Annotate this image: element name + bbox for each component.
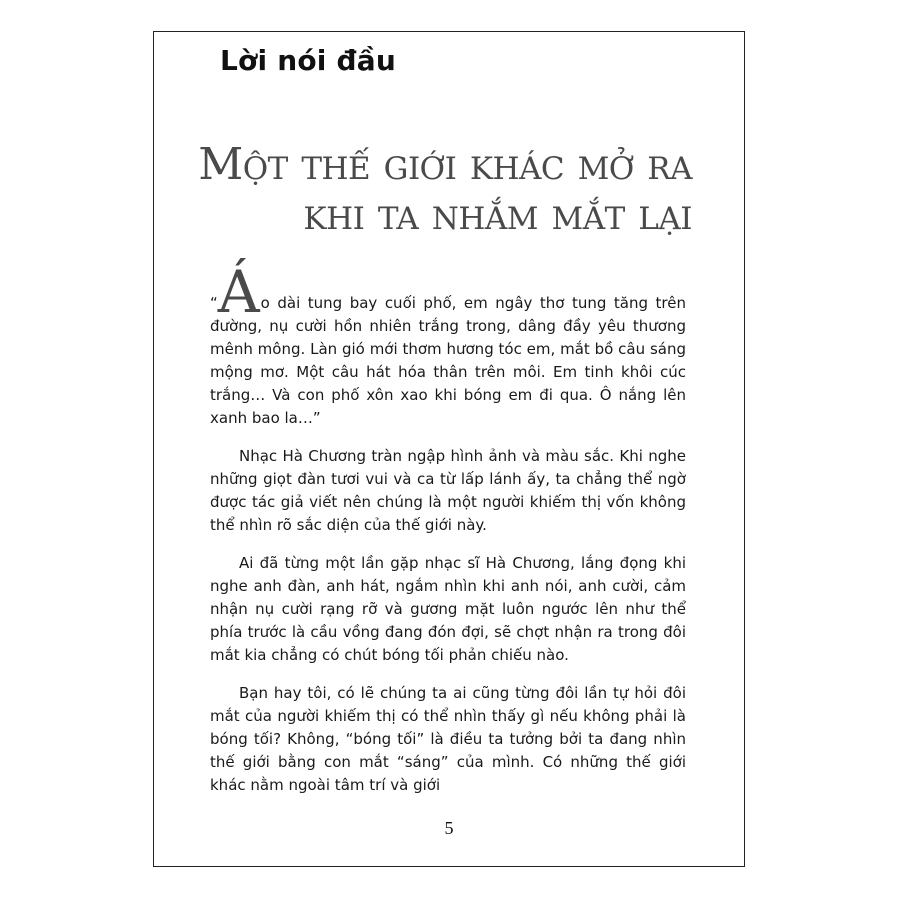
section-label: Lời nói đầu <box>220 44 397 77</box>
chapter-title-line-1: Một thế giới khác mở ra <box>198 139 692 190</box>
drop-cap: Á <box>217 258 260 326</box>
paragraph-2: Nhạc Hà Chương tràn ngập hình ảnh và màu sắc. Khi nghe những giọt đàn tươi vui và ca từ lấp lánh ấy, ta chẳng thể ngờ được tác giả viết nên chúng là một người khiếm thị vốn không thể nhìn rõ sắc diện của thế giới này. <box>210 447 686 534</box>
paragraph-1 <box>210 258 686 430</box>
paragraph-4: Bạn hay tôi, có lẽ chúng ta ai cũng từng đôi lần tự hỏi đôi mắt của người khiếm thị có thể nhìn thấy gì nếu không phải là bóng tối? Không, “bóng tối” là điều ta tưởng bởi ta đang nhìn thế giới bằng con mắt “sáng” của mình. Có những thế giới khác nằm ngoài tâm trí và giới <box>210 684 686 794</box>
book-page <box>153 31 745 867</box>
chapter-title <box>198 140 692 240</box>
paragraph-3: Ai đã từng một lần gặp nhạc sĩ Hà Chương, lắng đọng khi nghe anh đàn, anh hát, ngắm nhìn khi anh nói, anh cười, cảm nhận nụ cười rạng rỡ và gương mặt luôn ngước lên như thể phía trước là cầu vồng đang đón đợi, sẽ chợt nhận ra trong đôi mắt kia chẳng có chút bóng tối phản chiếu nào. <box>210 554 686 664</box>
paragraph-1-text: o dài tung bay cuối phố, em ngây thơ tung tăng trên đường, nụ cười hồn nhiên trắng trong, dâng đầy yêu thương mênh mông. Làn gió mới thơm hương tóc em, mắt bồ câu sáng mộng mơ. Một câu hát hóa thân trên môi. Em tinh khôi cúc trắng… Và con phố xôn xao khi bóng em đi qua. Ô nắng lên xanh bao la…” <box>210 294 686 427</box>
body-text <box>210 258 686 812</box>
open-quote: “ <box>210 294 218 312</box>
page-number: 5 <box>444 818 454 838</box>
chapter-title-line-2: khi ta nhắm mắt lại <box>303 189 692 240</box>
